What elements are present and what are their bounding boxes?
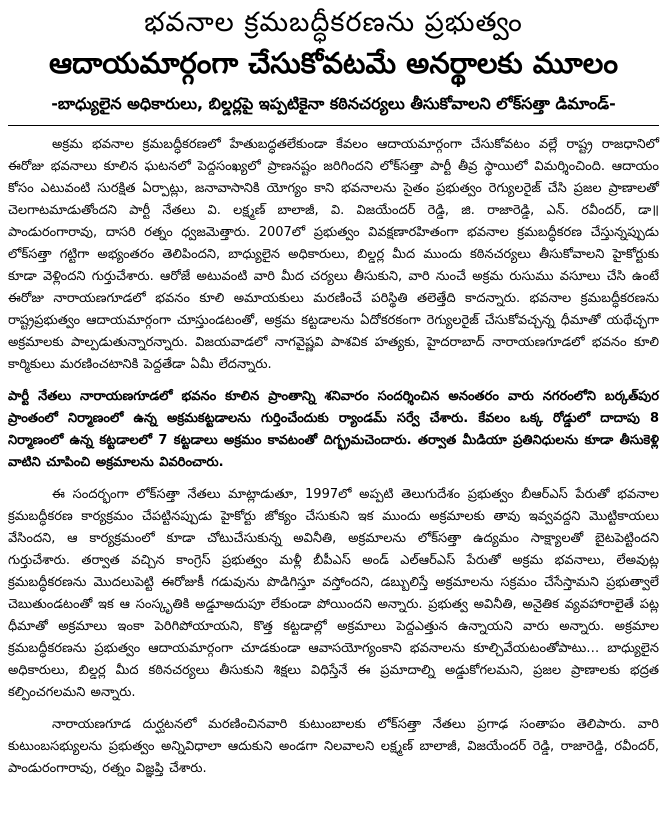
article-paragraph-1: అక్రమ భవనాల క్రమబద్ధీకరణలో హేతుబద్ధతలేకుండా కేవలం ఆదాయమార్గంగా చేసుకోవటం వల్లే రాష్ట్ర రాజధానిలో ఈరోజు భవనాలు కూలిన ఘటనలో పెద్దసంఖ్యలో ప్రాణనష్టం జరిగిందని లోక్‌సత్తా పార్టీ తీవ్ర స్థాయిలో విమర్శించింది. ఆదాయం కోసం ఎటువంటి సురక్షిత ఏర్పాట్లు, జనావాసానికి యోగ్యం కాని భవనాలను సైతం ప్రభుత్వం రెగ్యులరైజ్ చేసి ప్రజల ప్రాణాలతో చెలగాటమాడుతోందని పార్టీ నేతలు వి. లక్ష్మణ్ బాలాజీ, వి. విజయేందర్ రెడ్డి, జి. రాజారెడ్డి, ఎన్. రవీందర్, డా॥ పాండురంగారావు, దాసరి రత్నం ధ్వజమెత్తారు. 2007లో ప్రభుత్వం వివక్షణారహితంగా భవనాల క్రమబద్ధీకరణ చేస్తున్నప్పుడు లోక్‌సత్తా గట్టిగా అభ్యంతరం తెలిపిందని, బాధ్యులైన అధికారులు, బిల్డర్ల మీద ముందు కఠినచర్యలు తీసుకోవాలని హైకోర్టుకు కూడా వెళ్లిందని గుర్తుచేశారు. ఆరోజే అటువంటి వారి మీద చర్యలు తీసుకుని, వారి నుంచే అక్రమ రుసుము వసూలు చేసి ఉంటే ఈరోజు నారాయణగూడలో భవనం కూలి అమాయకులు మరణించే పరిస్థితి తలెత్తేది కాదన్నారు. భవనాల క్రమబద్ధీకరణను రాష్ట్రప్రభుత్వం ఆదాయమార్గంగా చూస్తుండటంతో, అక్రమ కట్టడాలను ఏదోకరకంగా రెగ్యులరైజ్ చేసుకోవచ్చన్న ధీమాతో యథేచ్ఛగా అక్రమాలకు పాల్పడుతున్నారన్నారు. విజయవాడలో నాగవైష్ణవి పాశవిక హత్యకు, హైదరాబాద్ నారాయణగూడలో భవనం కూలి కార్మికులు మరణించటానికి పెద్దతేడా ఏమీ లేదన్నారు. bbox=[8, 136, 659, 372]
article-paragraph-4: నారాయణగూడ దుర్ఘటనలో మరణించినవారి కుటుంబాలకు లోక్‌సత్తా నేతలు ప్రగాఢ సంతాపం తెలిపారు. వారి కుటుంబసభ్యులను ప్రభుత్వం అన్నివిధాలా ఆదుకుని అండగా నిలవాలని లక్ష్మణ్ బాలాజీ, విజయేందర్ రెడ్డి, రాజారెడ్డి, రవీందర్, పాండురంగారావు, రత్నం విజ్ఞప్తి చేశారు. bbox=[8, 716, 659, 776]
headline-line-1: భవనాల క్రమబద్ధీకరణను ప్రభుత్వం bbox=[144, 7, 523, 38]
subheadline: -బాధ్యులైన అధికారులు, బిల్డర్లపై ఇప్పటికైనా కఠినచర్యలు తీసుకోవాలని లోక్‌సత్తా డిమాండ్- bbox=[51, 93, 616, 113]
article-paragraph-2: పార్టీ నేతలు నారాయణగూడలో భవనం కూలిన ప్రాంతాన్ని శనివారం సందర్శించిన అనంతరం వారు నగరంలోని బర్కత్‌పుర ప్రాంతంలో నిర్మాణంలో ఉన్న అక్రమకట్టడాలను గుర్తించేందుకు ర్యాండమ్ సర్వే చేశారు. కేవలం ఒక్క రోడ్డులో దాదాపు 8 నిర్మాణంలో ఉన్న కట్టడాలలో 7 కట్టడాలు అక్రమం కావటంతో దిగ్భ్రమచెందారు. తర్వాత మీడియా ప్రతినిధులను కూడా తీసుకెళ్లి వాటిని చూపించి అక్రమాలను వివరించారు. bbox=[8, 388, 659, 470]
headline-line-2: ఆదాయమార్గంగా చేసుకోవటమే అనర్థాలకు మూలం bbox=[48, 45, 619, 80]
header-divider bbox=[8, 125, 659, 126]
article-paragraph-3: ఈ సందర్భంగా లోక్‌సత్తా నేతలు మాట్లాడుతూ, 1997లో అప్పటి తెలుగుదేశం ప్రభుత్వం బీఆర్ఎస్ పేరుతో భవనాల క్రమబద్ధీకరణ కార్యక్రమం చేపట్టినప్పుడు హైకోర్టు జోక్యం చేసుకుని ఇక ముందు అక్రమాలకు తావు ఇవ్వవద్దని మొట్టికాయలు వేసిందని, ఆ కార్యక్రమంలో కూడా చోటుచేసుకున్న అవినీతి, అక్రమాలను లోక్‌సత్తా ఉద్యమం సాక్ష్యాలతో బైటపెట్టిందని గుర్తుచేశారు. తర్వాత వచ్చిన కాంగ్రెస్ ప్రభుత్వం మళ్లీ బీపీఎస్ అండ్ ఎల్ఆర్ఎస్ పేరుతో అక్రమ భవనాలు, లేఅవుట్ల క్రమబద్ధీకరణను మొదలుపెట్టి ఈరోజుకీ గడువును పొడిగిస్తూ వస్తోందని, డబ్బులిస్తే అక్రమాలను సక్రమం చేసేస్తామని ప్రభుత్వాలే చెబుతుండటంతో ఇక ఆ సంస్కృతికి అడ్డూఅదుపూ లేకుండా పోయిందని అన్నారు. ప్రభుత్వ అవినీతి, అనైతిక వ్యవహారాలైతే పట్ల ధీమాతో అక్రమాలు ఇంకా పెరిగిపోయాయని, కొత్త కట్టడాల్లో అక్రమాలు పెద్దఎత్తున ఉన్నాయని వారు అన్నారు. అక్రమాల క్రమబద్ధీకరణను ప్రభుత్వం ఆదాయమార్గంగా చూడకుండా ఆవాసయోగ్యంకాని భవనాలను కూల్చివేయటంతోపాటు… బాధ్యులైన అధికారులు, బిల్డర్ల మీద కఠినచర్యలు తీసుకుని శిక్షలు విధిస్తేనే ఈ ప్రమాదాల్ని అడ్డుకోగలమని, ప్రజల ప్రాణాలకు భద్రత కల్పించగలమని అన్నారు. bbox=[8, 486, 659, 700]
